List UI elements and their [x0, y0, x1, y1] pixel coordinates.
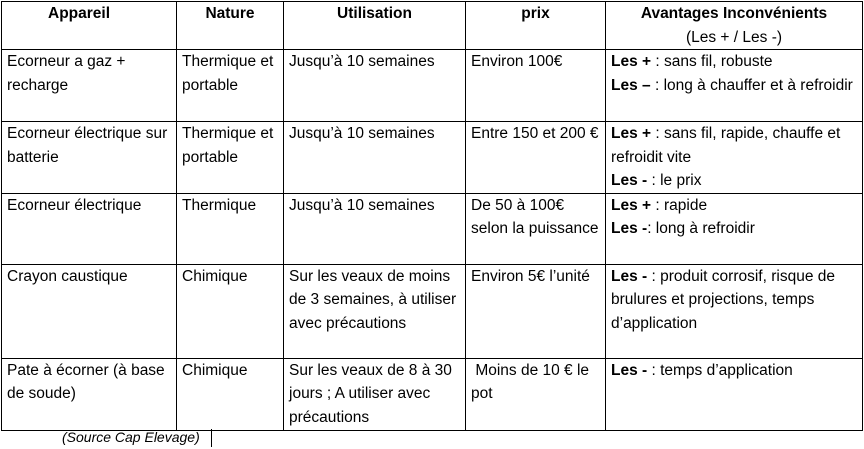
avantage-line — [611, 359, 857, 383]
avantage-line — [611, 50, 857, 74]
cell-appareil: Pate à écorner (à base de soude) — [2, 358, 177, 430]
header-avantages-subtitle: (Les + / Les -) — [685, 28, 783, 46]
avantage-label: Les + — [611, 53, 656, 70]
avantage-label: Les + — [611, 196, 656, 214]
avantage-line — [611, 194, 857, 218]
header-nature: Nature — [177, 2, 284, 50]
cell-nature: Chimique — [177, 358, 284, 430]
avantage-text: : long à refroidir — [647, 220, 755, 237]
table-row — [2, 358, 863, 430]
cell-nature: Chimique — [177, 264, 284, 358]
avantage-label: Les - — [611, 361, 652, 379]
cell-utilisation: Jusqu’à 10 semaines — [284, 50, 466, 122]
cell-prix: De 50 à 100€ selon la puissance — [466, 193, 606, 264]
table-row — [2, 50, 863, 122]
avantage-label: Les + — [611, 125, 656, 142]
cell-avantages — [606, 358, 863, 430]
avantage-text: : produit corrosif, risque de brulures et projections, temps d’application — [611, 267, 835, 332]
source-caption: (Source Cap Elevage) — [62, 429, 200, 445]
cell-prix: Moins de 10 € le pot — [466, 358, 606, 430]
avantage-line — [611, 265, 857, 336]
header-appareil: Appareil — [2, 2, 177, 50]
avantage-text: : long à chauffer et à refroidir — [654, 76, 853, 94]
cell-utilisation: Jusqu’à 10 semaines — [284, 193, 466, 264]
avantage-line — [611, 122, 857, 169]
cell-appareil: Ecorneur électrique — [2, 193, 177, 264]
header-utilisation: Utilisation — [284, 2, 466, 50]
cell-utilisation: Jusqu’à 10 semaines — [284, 122, 466, 194]
avantage-label: Les - — [611, 220, 648, 237]
cell-avantages — [606, 193, 863, 264]
avantage-label: Les - — [611, 172, 652, 189]
avantage-text: : sans fil, robuste — [655, 53, 773, 70]
header-avantages — [606, 2, 863, 50]
cell-appareil: Ecorneur a gaz + recharge — [2, 50, 177, 122]
cell-prix: Entre 150 et 200 € — [466, 122, 606, 194]
cell-avantages — [606, 122, 863, 194]
cell-nature: Thermique et portable — [177, 50, 284, 122]
avantage-text: : le prix — [651, 172, 702, 189]
header-row — [2, 2, 863, 50]
avantage-line — [611, 74, 857, 98]
avantage-line — [611, 217, 857, 241]
text-cursor — [211, 429, 212, 447]
avantage-text: : rapide — [655, 196, 708, 214]
cell-nature: Thermique et portable — [177, 122, 284, 194]
cell-prix: Environ 100€ — [466, 50, 606, 122]
header-avantages-title: Avantages Inconvénients — [640, 5, 828, 22]
avantage-text: : temps d’application — [651, 361, 793, 379]
comparison-table — [1, 1, 863, 431]
cell-nature: Thermique — [177, 193, 284, 264]
table-row — [2, 264, 863, 358]
avantage-label: Les - — [611, 267, 652, 285]
cell-utilisation: Sur les veaux de moins de 3 semaines, à utiliser avec précautions — [284, 264, 466, 358]
cell-appareil: Ecorneur électrique sur batterie — [2, 122, 177, 194]
cell-utilisation: Sur les veaux de 8 à 30 jours ; A utiliser avec précautions — [284, 358, 466, 430]
avantage-line — [611, 169, 857, 193]
cell-avantages — [606, 50, 863, 122]
cell-appareil: Crayon caustique — [2, 264, 177, 358]
table-row — [2, 122, 863, 194]
header-prix: prix — [466, 2, 606, 50]
avantage-text: : sans fil, rapide, chauffe et refroidit vite — [611, 125, 841, 166]
avantage-label: Les – — [611, 76, 655, 94]
table-row — [2, 193, 863, 264]
cell-prix: Environ 5€ l’unité — [466, 264, 606, 358]
cell-avantages — [606, 264, 863, 358]
